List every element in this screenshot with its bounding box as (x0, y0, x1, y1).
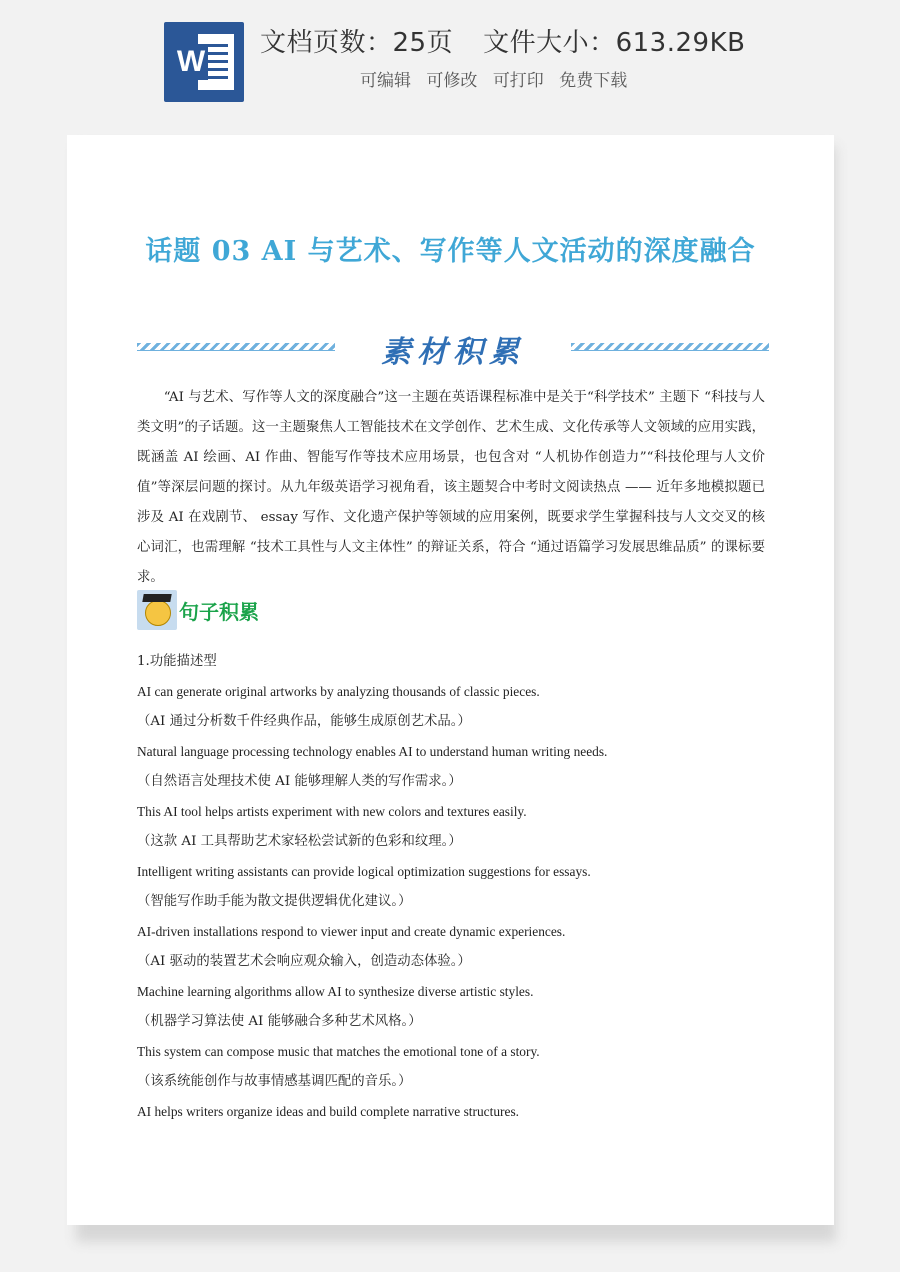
sentence-zh: （机器学习算法使 AI 能够融合多种艺术风格。） (137, 1014, 422, 1029)
sentence-zh: （AI 通过分析数千件经典作品，能够生成原创艺术品。） (137, 714, 471, 729)
feature-printable: 可打印 (492, 71, 544, 91)
section-title: 素材积累 (381, 335, 525, 370)
intro-paragraph: “AI 与艺术、写作等人文的深度融合”这一主题在英语课程标准中是关于“科学技术” 主题下 “科技与人类文明”的子话题。这一主题聚焦人工智能技术在文学创作、艺术生成、文化传承等人文领域的应用实践，既涵盖 AI 绘画、AI 作曲、智能写作等技术应用场景，也包含对 “人机协作创造力”“科技伦理与人文价值”等深层问题的探讨。从九年级英语学习视角看，该主题契合中考时文阅读热点 —— 近年多地模拟题已涉及 AI 在戏剧节、 essay 写作、文化遗产保护等领域的应用案例，既要求学生掌握科技与人文交叉的核心词汇，也需理解 “技术工具性与人文主体性” 的辩证关系，符合 “通过语篇学习发展思维品质” 的课标要求。 (137, 390, 765, 585)
badge-label: 句子积累 (179, 600, 259, 624)
sentence-zh: （该系统能创作与故事情感基调匹配的音乐。） (137, 1074, 412, 1089)
scholar-icon (137, 590, 177, 630)
sentence-en: This AI tool helps artists experiment with new colors and textures easily. (137, 804, 527, 819)
sentence-en: Machine learning algorithms allow AI to synthesize diverse artistic styles. (137, 984, 534, 999)
sentence-zh: （这款 AI 工具帮助艺术家轻松尝试新的色彩和纹理。） (137, 834, 462, 849)
word-letter: W (174, 44, 208, 80)
feature-editable: 可编辑 (360, 71, 411, 91)
file-meta (260, 22, 745, 59)
sentence-en: AI-driven installations respond to viewer input and create dynamic experiences. (137, 924, 566, 939)
section-stripe-right (571, 343, 769, 351)
section-header (137, 327, 769, 377)
feature-free-download: 免费下载 (559, 71, 628, 91)
sentence-en: Intelligent writing assistants can provide logical optimization suggestions for essays. (137, 864, 591, 879)
sentence-en: AI can generate original artworks by analyzing thousands of classic pieces. (137, 684, 540, 699)
feature-modifiable: 可修改 (426, 71, 478, 91)
sentence-zh: （AI 驱动的装置艺术会响应观众输入，创造动态体验。） (137, 954, 471, 969)
sentence-list (137, 647, 767, 1127)
file-size: 文件大小：613.29KB (483, 28, 746, 58)
sentence-en: This system can compose music that matches the emotional tone of a story. (137, 1044, 540, 1059)
word-icon (164, 22, 244, 102)
subheading: 1.功能描述型 (137, 654, 217, 669)
sentence-en: Natural language processing technology enables AI to understand human writing needs. (137, 744, 608, 759)
document-page (67, 135, 834, 1225)
sentence-en: AI helps writers organize ideas and build complete narrative structures. (137, 1104, 519, 1119)
sentence-section-badge (137, 590, 337, 630)
sentence-zh: （智能写作助手能为散文提供逻辑优化建议。） (137, 894, 412, 909)
document-title: 话题 03 AI 与艺术、写作等人文活动的深度融合 (145, 236, 756, 267)
sentence-zh: （自然语言处理技术使 AI 能够理解人类的写作需求。） (137, 774, 462, 789)
download-banner (0, 0, 900, 120)
feature-list (360, 66, 637, 91)
page-count: 文档页数：25页 (260, 28, 454, 58)
